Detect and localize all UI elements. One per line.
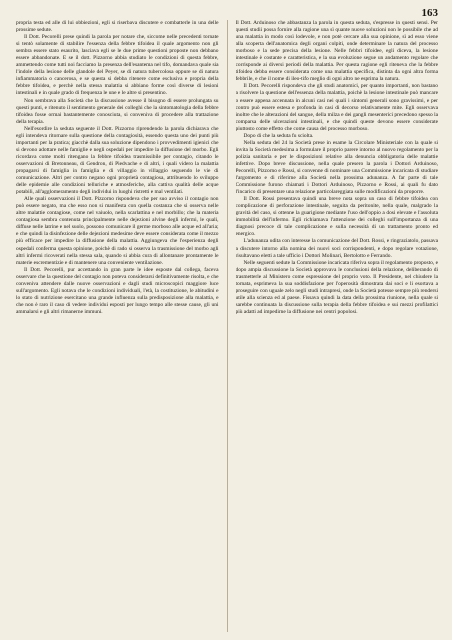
paragraph: Il Dott. Pecorelli prese quindi la parola per notare che, siccome nelle precedenti tornate si tentò solamente di stabilire l'essenza della febbre tifoidea il quale argomento non gli sembra essere stato esaurito, lasciava egli se le due prime questioni proposte non debbano essere abbandonate. E se il dott. Pizzorno abbia studiato le condizioni di questa febbre, ammettendo come tutti noi facciamo la presenza dell'esantema nel tifo, domandava quale sia l'indole della lesione delle glandole del Peyer, se di natura tubercolosa oppure se di natura infiammatoria o cancerosa, e se questa si debba ritenere come esclusiva e propria della febbre tifoidea, e perchè nella stessa malattia si abbiano forme così diverse di lesioni intestinali e in quale grado di frequenza le une e le altre si presentino. [16,34,219,97]
page-number: 163 [421,7,438,19]
paragraph: Non sembrava alla Società che la discussione avesse il bisogno di essere prolungata su questi punti, e ritenuto il sentimento generale dei colleghi che la sintomatologia della febbre tifoidea fosse ormai bastantemente conosciuta, si conveniva di procedere alla trattazione della terapia. [16,97,219,125]
paragraph: Il Dott. Rossi presentava quindi una breve nota sopra un caso di febbre tifoidea con complicazione di perforazione intestinale, seguita da peritonite, nella quale, malgrado la gravità del caso, si ottenne la guarigione mediante l'uso dell'oppio a dosi elevate e l'assoluta immobilità dell'infermo. Egli richiamava l'attenzione dei colleghi sull'importanza di una diagnosi precoce di tale complicazione e sulla necessità di un trattamento pronto ed energico. [235,196,438,238]
paragraph: L'adunanza udita con interesse la comunicazione del Dott. Rossi, e ringraziatolo, passava a discutere intorno alla nomina dei nuovi soci corrispondenti, e dopo regolare votazione, risultavano eletti a tale ufficio i Dottori Molinari, Bertolotto e Ferrando. [235,238,438,259]
text-columns [16,20,438,632]
paragraph: Nella seduta del 24 la Società prese in esame la Circolare Ministeriale con la quale si invita la Società medesima a formulare il proprio parere intorno al nuovo regolamento per la polizia sanitaria e per le disposizioni relative alla denuncia obbligatoria delle malattie infettive. Dopo breve discussione, nella quale presero la parola i Dottori Arduinoso, Pecorelli, Pizzorno e Rossi, si convenne di nominare una Commissione incaricata di studiare l'argomento e di riferirne alla Società nella prossima adunanza. A far parte di tale Commissione furono chiamati i Dottori Arduinoso, Pizzorno e Rossi, ai quali fu dato l'incarico di presentare una relazione particolareggiata sulle modificazioni da proporre. [235,139,438,196]
column-divider [227,20,228,632]
paragraph: Il Dott. Pecorelli, pur accettando in gran parte le idee esposte dal collega, faceva osservare che la questione del contagio non poteva considerarsi definitivamente risolta, e che conveniva attendere dalle nuove osservazioni e dagli studi microscopici maggiore luce sull'argomento. Egli notava che le condizioni individuali, l'età, la costituzione, le abitudini e lo stato di nutrizione esercitano una grande influenza sulla predisposizione alla malattia, e che non è raro il caso di vedere individui esposti per lungo tempo alle stesse cause, gli uni ammalarsi e gli altri rimanerne immuni. [16,266,219,315]
paragraph: Alle quali osservazioni il Dott. Pizzorno rispondeva che per suo avviso il contagio non può essere negato, ma che esso non si manifesta con quella costanza che si osserva nelle altre malattie contagiose, come nel vaiuolo, nella scarlattina e nel morbillo; che la materia contagiosa sembra contenuta principalmente nelle dejezioni alvine degli infermi, le quali, diffuse nelle latrine e nel suolo, possono comunicare il germe morboso alle acque ed all'aria; e che quindi la disinfezione delle dejezioni medesime deve essere considerata come il mezzo più efficace per impedire la diffusione della malattia. Aggiungeva che l'esperienza degli ospedali conferma questa opinione, poichè di rado si osserva la trasmissione del morbo agli altri infermi ricoverati nella stessa sala, quando si abbia cura di allontanare prontamente le materie escrementizie e di mantenere una conveniente ventilazione. [16,196,219,266]
page-header [16,6,438,20]
paragraph: Nell'esordire la seduta seguente il Dott. Pizzorno riprendendo la parola dichiarava che egli intendeva ritornare sulla questione della contagiosità, essendo questa uno dei punti più importanti per la pratica; giacchè dalla sua soluzione dipendono i provvedimenti igienici che si devono adottare nelle famiglie e negli ospedali per impedire la diffusione del morbo. Egli ricordava come molti ritengano la febbre tifoidea trasmissibile per contagio, citando le osservazioni di Bretonneau, di Gendron, di Piedvache e di altri, i quali videro la malattia propagarsi di famiglia in famiglia e di villaggio in villaggio seguendo le vie di comunicazione. Altri per contro negano ogni proprietà contagiosa, attribuendo lo sviluppo delle epidemie alle condizioni telluriche e atmosferiche, alla cattiva qualità delle acque potabili, all'agglomeramento degli individui in luoghi ristretti e mal ventilati. [16,125,219,196]
right-column [236,20,439,632]
left-column [16,20,219,632]
paragraph: Il Dott. Pecorelli rispondeva che gli studi anatomici, per quanto importanti, non bastano a risolvere la questione dell'essenza della malattia, poichè la lesione intestinale può mancare o essere appena accennata in alcuni casi nei quali i sintomi generali sono gravissimi, e per contro può essere estesa e profonda in casi di decorso relativamente mite. Egli osservava inoltre che le alterazioni del sangue, della milza e dei gangli mesenterici precedono spesso la comparsa delle ulcerazioni intestinali, e che quindi queste devono essere considerate piuttosto come effetto che come causa del processo morboso. [235,83,438,132]
paragraph: Nelle seguenti sedute la Commissione incaricata riferiva sopra il regolamento proposto, e dopo ampia discussione la Società approvava le conclusioni della relazione, deliberando di trasmetterle al Ministero come espressione del proprio voto. Il Presidente, nel chiudere la tornata, esprimeva la sua soddisfazione per l'operosità dimostrata dai soci e li esortava a proseguire con uguale zelo negli studi intrapresi, onde la Società potesse sempre più rendersi utile alla scienza ed al paese. Fissava quindi la data della prossima riunione, nella quale si sarebbe continuata la discussione sulla terapia della febbre tifoidea e sui mezzi profilattici più adatti ad impedirne la diffusione nei centri popolosi. [235,259,438,315]
paragraph: Il Dott. Arduinoso che abbastanza la parola in questa seduta, s'espresse in questi sensi. Per questi studii possa fornire alla ragione una sì quante nuove soluzioni non le possibile che ad una malattia in modo così lodevole, e non potè cercare alla sua opinione, sì ad esso viene alla scoperta dell'anatomica degli organi colpiti, onde determinare la natura del processo morboso e la sede precisa della lesione. Nelle febbri tifoidee, egli diceva, la lesione intestinale è costante e caratteristica, e la sua evoluzione segue un andamento regolare che corrisponde ai diversi periodi della malattia. Per questa ragione egli riteneva che la febbre tifoidea debba essere considerata come una malattia specifica, distinta da ogni altra forma febbrile, e che il nome di ileo-tifo meglio di ogni altro ne esprima la natura. [235,20,438,83]
paragraph: Dopo di che la seduta fu sciolta. [243,132,314,139]
paragraph: propria testa ed alle di lui obbiezioni, egli si riserbava discutere e combatterle in una delle prossime sedute. [16,20,219,34]
